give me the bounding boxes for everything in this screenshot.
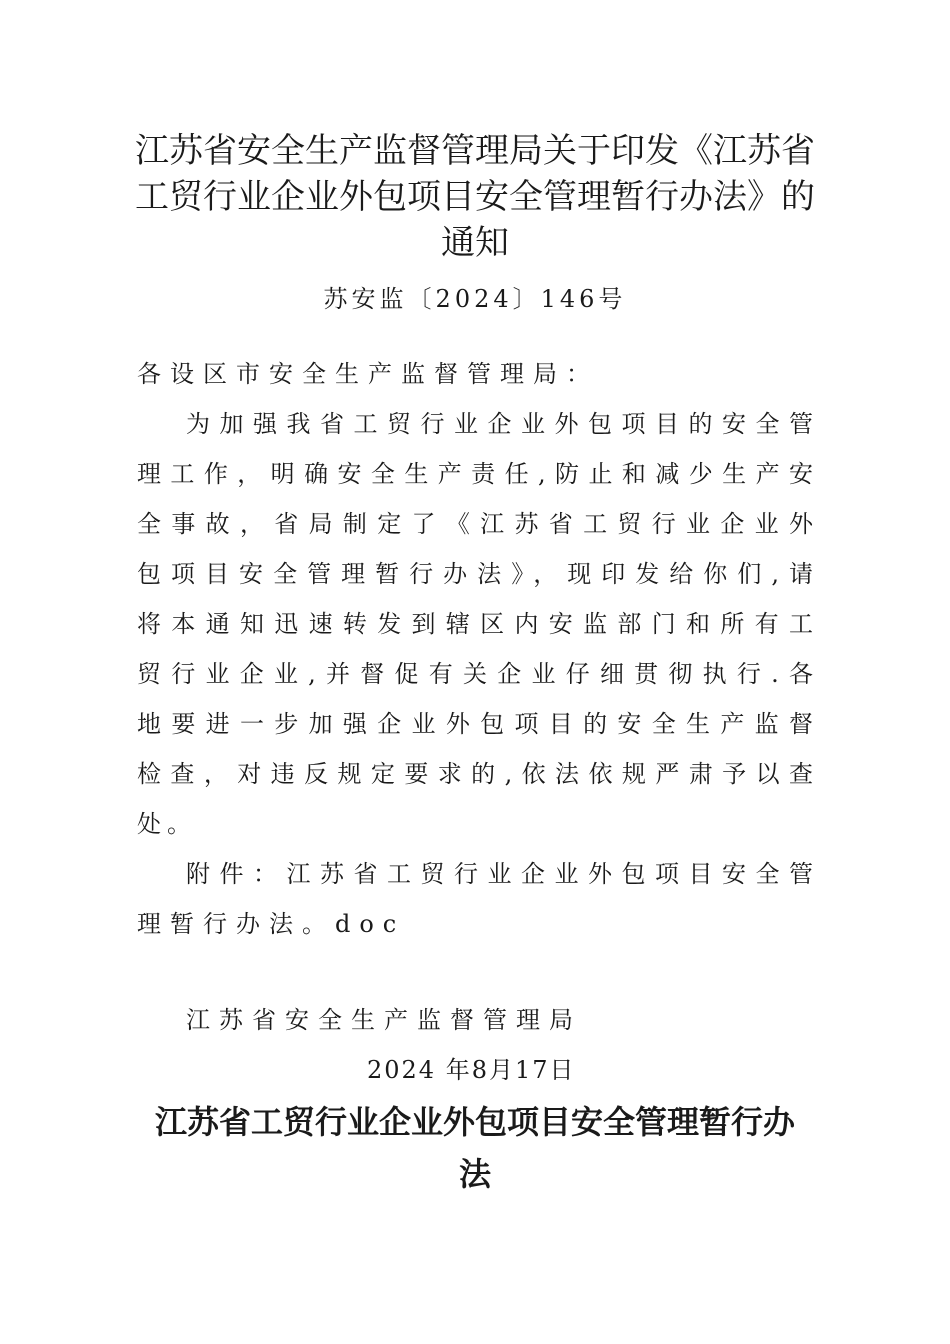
attachment-line-1: 附件：江苏省工贸行业企业外包项目安全管 — [186, 860, 813, 888]
body-line-2: 理工作，明确安全生产责任,防止和减少生产安 — [137, 460, 813, 488]
body-line-7: 地要进一步加强企业外包项目的安全生产监督 — [137, 710, 813, 738]
issue-date: 2024 年8月17日 — [367, 1056, 576, 1084]
body-line-5: 将本通知迅速转发到辖区内安监部门和所有工 — [137, 610, 813, 638]
body-line-1: 为加强我省工贸行业企业外包项目的安全管 — [186, 410, 813, 438]
measures-title-line-2: 法 — [458, 1155, 491, 1193]
document-number: 苏安监〔2024〕146号 — [323, 285, 627, 313]
notice-title-line-2: 工贸行业企业外包项目安全管理暂行办法》的 — [135, 177, 815, 217]
addressee: 各设区市安全生产监督管理局： — [137, 360, 599, 388]
notice-title-line-3: 通知 — [441, 223, 509, 263]
measures-title — [130, 1096, 820, 1200]
notice-title-line-1: 江苏省安全生产监督管理局关于印发《江苏省 — [135, 131, 815, 171]
body-line-3: 全事故，省局制定了《江苏省工贸行业企业外 — [137, 510, 813, 538]
body-line-8: 检查，对违反规定要求的,依法依规严肃予以查 — [137, 760, 813, 788]
body-line-9: 处。 — [137, 810, 197, 838]
body-line-4: 包项目安全管理暂行办法》，现印发给你们,请 — [137, 560, 813, 588]
body-line-6: 贸行业企业,并督促有关企业仔细贯彻执行.各 — [137, 660, 813, 688]
measures-title-line-1: 江苏省工贸行业企业外包项目安全管理暂行办 — [154, 1103, 795, 1141]
issuing-authority: 江苏省安全生产监督管理局 — [186, 1006, 582, 1034]
notice-title — [130, 128, 820, 266]
attachment-line-2: 理暂行办法。doc — [137, 910, 406, 938]
